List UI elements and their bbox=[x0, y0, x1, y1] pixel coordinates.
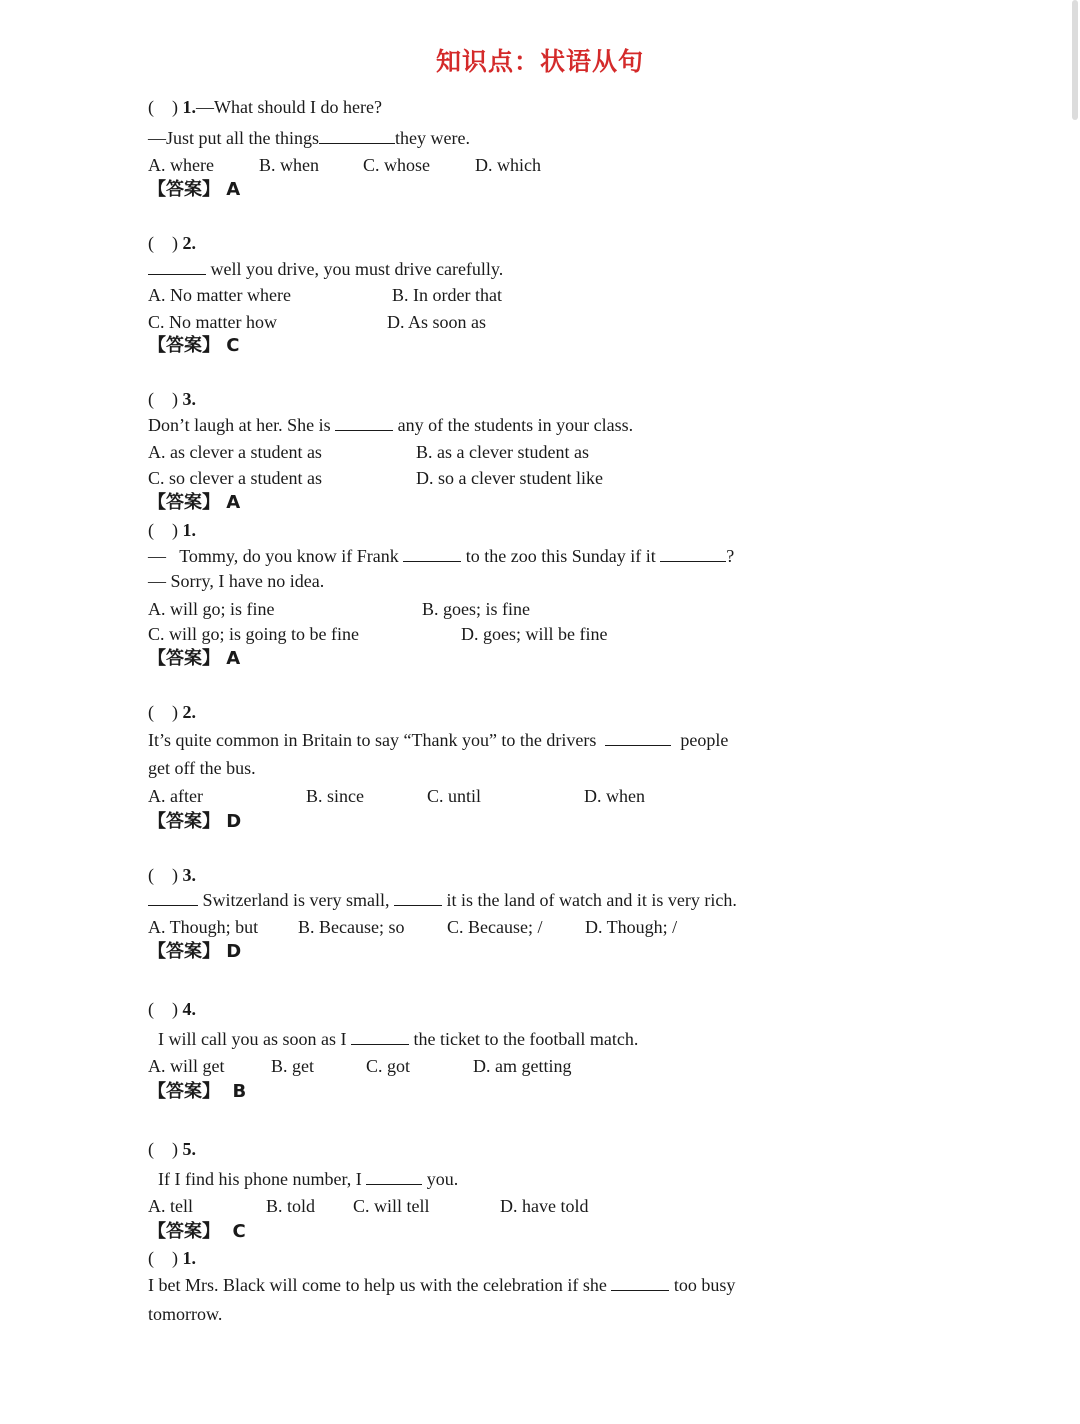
option: A. where bbox=[148, 155, 214, 175]
question-line: —Just put all the things they were. bbox=[148, 128, 470, 148]
answer-line: 【答案】 D bbox=[148, 941, 242, 962]
option: D. have told bbox=[500, 1196, 589, 1216]
option: A. Though; but bbox=[148, 917, 259, 937]
question-header: ( ) 5. bbox=[148, 1139, 196, 1159]
question-line: Don’t laugh at her. She is any of the students in your class. bbox=[148, 415, 634, 435]
question-line: — Tommy, do you know if Frank to the zoo this Sunday if it ? bbox=[148, 546, 735, 566]
option: B. told bbox=[266, 1196, 316, 1216]
page-title: 知识点：状语从句 bbox=[435, 47, 644, 76]
option: D. Though; / bbox=[585, 917, 678, 937]
answer-blank bbox=[351, 1028, 409, 1045]
answer-blank bbox=[394, 889, 442, 906]
question-line: It’s quite common in Britain to say “Thank you” to the drivers people bbox=[148, 730, 729, 750]
answer-blank bbox=[605, 729, 671, 746]
option: B. when bbox=[259, 155, 319, 175]
question-header: ( ) 1. bbox=[148, 520, 196, 540]
option: A. will get bbox=[148, 1056, 225, 1076]
option: A. after bbox=[148, 786, 203, 806]
option: C. so clever a student as bbox=[148, 468, 322, 488]
question-line: I will call you as soon as I the ticket to the football match. bbox=[158, 1029, 639, 1049]
option: D. which bbox=[475, 155, 541, 175]
question-line: If I find his phone number, I you. bbox=[158, 1169, 459, 1189]
option: B. get bbox=[271, 1056, 314, 1076]
question-header: ( ) 2. bbox=[148, 233, 196, 253]
question-header: ( ) 3. bbox=[148, 389, 196, 409]
answer-line: 【答案】 C bbox=[148, 335, 240, 356]
question-header: ( ) 4. bbox=[148, 999, 196, 1019]
answer-blank bbox=[148, 258, 206, 275]
question-line: well you drive, you must drive carefully. bbox=[148, 257, 503, 281]
option: C. No matter how bbox=[148, 312, 277, 332]
question-header: ( ) 2. bbox=[148, 702, 196, 722]
option: C. until bbox=[427, 786, 482, 806]
answer-line: 【答案】 C bbox=[148, 1221, 246, 1242]
option: C. Because; / bbox=[447, 917, 543, 937]
answer-line: 【答案】 B bbox=[148, 1081, 247, 1102]
option: A. tell bbox=[148, 1196, 193, 1216]
question-line: — Sorry, I have no idea. bbox=[148, 571, 325, 591]
answer-blank bbox=[335, 414, 393, 431]
option: A. will go; is fine bbox=[148, 599, 275, 619]
question-header: ( ) 1. bbox=[148, 1248, 196, 1268]
answer-line: 【答案】 A bbox=[148, 179, 241, 200]
answer-blank bbox=[366, 1168, 422, 1185]
option: B. Because; so bbox=[298, 917, 405, 937]
option: D. am getting bbox=[473, 1056, 572, 1076]
question-line: I bet Mrs. Black will come to help us with the celebration if she too busy bbox=[148, 1275, 736, 1295]
option: B. as a clever student as bbox=[416, 442, 589, 462]
option: D. when bbox=[584, 786, 645, 806]
answer-line: 【答案】 A bbox=[148, 648, 241, 669]
option: A. No matter where bbox=[148, 285, 291, 305]
option: C. will tell bbox=[353, 1196, 430, 1216]
question-header: ( ) 1.—What should I do here? bbox=[148, 97, 382, 117]
question-header: ( ) 3. bbox=[148, 865, 196, 885]
answer-line: 【答案】 D bbox=[148, 811, 242, 832]
option: B. since bbox=[306, 786, 364, 806]
option: D. As soon as bbox=[387, 312, 487, 332]
question-line: tomorrow. bbox=[148, 1304, 223, 1324]
option: A. as clever a student as bbox=[148, 442, 322, 462]
question-line: get off the bus. bbox=[148, 758, 256, 778]
answer-line: 【答案】 A bbox=[148, 492, 241, 513]
answer-blank bbox=[660, 545, 726, 562]
answer-blank bbox=[148, 889, 198, 906]
answer-blank bbox=[403, 545, 461, 562]
question-line: Switzerland is very small, it is the land of watch and it is very rich. bbox=[148, 888, 737, 912]
option: C. got bbox=[366, 1056, 411, 1076]
answer-blank bbox=[319, 127, 395, 144]
option: D. so a clever student like bbox=[416, 468, 603, 488]
option: B. In order that bbox=[392, 285, 502, 305]
option: D. goes; will be fine bbox=[461, 624, 608, 644]
option: C. will go; is going to be fine bbox=[148, 624, 359, 644]
answer-blank bbox=[611, 1274, 669, 1291]
option: B. goes; is fine bbox=[422, 599, 530, 619]
option: C. whose bbox=[363, 155, 430, 175]
